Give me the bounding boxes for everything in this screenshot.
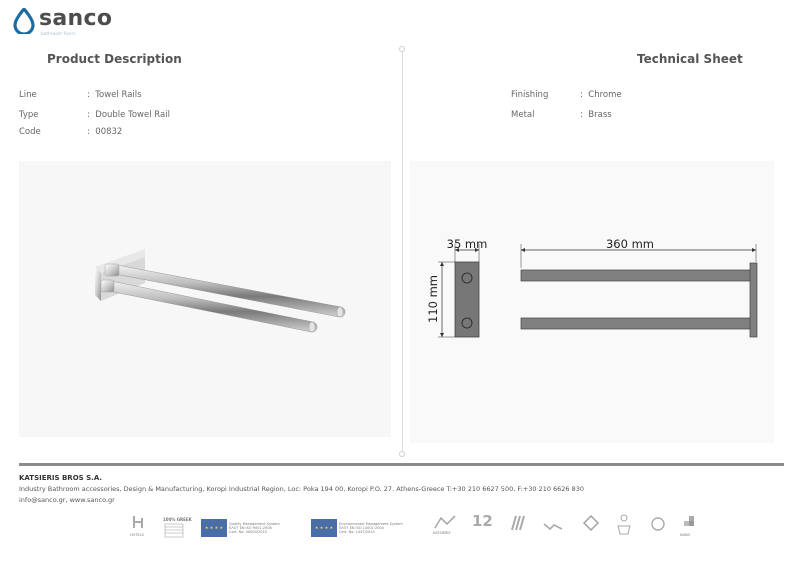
nano-badge: NANO [680, 512, 700, 532]
product-description-heading: Product Description [47, 52, 182, 66]
eu-stars-icon: ★ ★ ★ ★ [314, 525, 334, 530]
cert-icon-4 [614, 512, 634, 538]
divider-bottom-dot [399, 451, 405, 457]
company-address: Industry Bathroom accessories, Design & Manufacturing, Koropi Industrial Region, Loc: Poka 194 00, Koropi P.O. 27. Athens-Greece T:+30 210 6627 500, F:+30 210 6626 830 [19, 485, 585, 493]
spec-row-metal [511, 110, 771, 122]
company-contact: info@sanco.gr, www.sanco.gr [19, 496, 115, 504]
double-towel-rail-image [19, 161, 391, 437]
spec-label: Metal [511, 110, 535, 120]
katsieris-logo: KATSIERIS [433, 512, 457, 532]
technical-drawing-panel [410, 161, 774, 443]
center-divider [402, 50, 403, 454]
spec-value: : Chrome [580, 90, 622, 100]
spec-row-line [19, 90, 279, 102]
eu-stars-icon: ★ ★ ★ ★ [204, 525, 224, 530]
made-in-greece-badge: 100% GREEK [163, 512, 185, 538]
technical-sheet-heading: Technical Sheet [637, 52, 743, 66]
spec-label: Line [19, 90, 37, 100]
warranty-12-badge: 12 [472, 512, 493, 530]
water-drop-icon [12, 8, 36, 34]
spec-label: Type [19, 110, 39, 120]
hotels-logo: HOTELS [130, 512, 148, 532]
brand-tagline: bathroom fixers [41, 31, 76, 36]
certifications-row: HOTELS 100% GREEK ★ ★ ★ ★ Quality Management System ΕΛΟΤ EN ISO 9001:2008 Cert. No: 00000/2010 ★ ★ ★ ★ Environmental Management System ΕΛΟΤ EN ISO 14001:2004 Cert. No: 1447/2010 KATSIERIS 12 NANO [0, 512, 800, 548]
divider-top-dot [399, 46, 405, 52]
spec-value: : Towel Rails [87, 90, 142, 100]
spec-label: Code [19, 127, 41, 137]
length-dimension-label: 360 mm [605, 237, 655, 251]
spec-label: Finishing [511, 90, 549, 100]
spec-row-type [19, 110, 279, 122]
spec-value: : Double Towel Rail [87, 110, 170, 120]
spec-value: : 00832 [87, 127, 123, 137]
brand-logo [12, 4, 122, 36]
spec-row-code [19, 127, 279, 139]
brand-name: sanco [39, 6, 113, 31]
width-dimension-label: 35 mm [446, 237, 488, 251]
technical-drawing [410, 161, 774, 443]
spec-value: : Brass [580, 110, 612, 120]
cert-icon-1 [508, 512, 526, 534]
product-photo-panel [19, 161, 391, 437]
cert-icon-2 [542, 512, 564, 534]
cert-icon-5 [648, 512, 668, 534]
height-dimension-label: 110 mm [426, 274, 440, 324]
cert-icon-3 [580, 512, 602, 534]
footer-rule [19, 463, 784, 466]
company-name: KATSIERIS BROS S.A. [19, 474, 103, 482]
spec-row-finishing [511, 90, 771, 102]
